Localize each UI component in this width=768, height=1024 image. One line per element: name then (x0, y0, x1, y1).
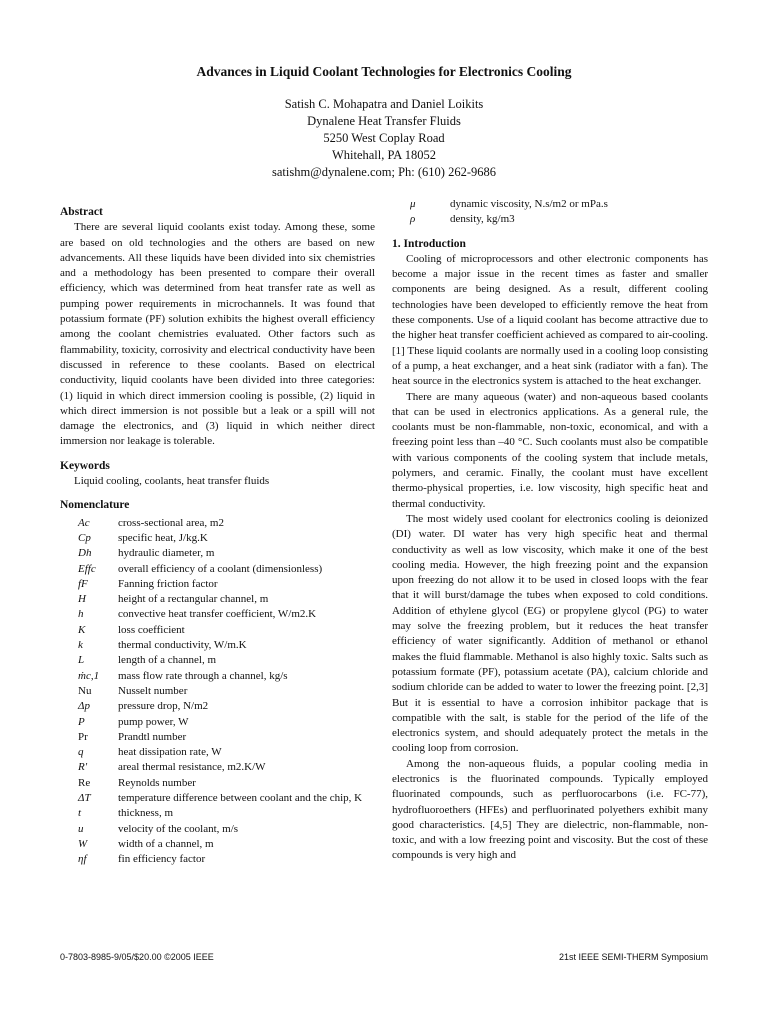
introduction-body (392, 252, 708, 864)
nomenclature-definition: Nusselt number (118, 684, 188, 697)
nomenclature-row (60, 806, 375, 821)
nomenclature-definition: Prandtl number (118, 730, 187, 743)
nomenclature-symbol: K (78, 623, 86, 636)
nomenclature-row (60, 760, 375, 775)
nomenclature-row (60, 516, 375, 531)
nomenclature-symbol: Nu (78, 684, 92, 697)
address-line-2: Whitehall, PA 18052 (331, 148, 437, 162)
nomenclature-definition: Fanning friction factor (118, 577, 218, 590)
nomenclature-symbol: ΔT (78, 791, 91, 804)
nomenclature-symbol: Pr (78, 730, 88, 743)
nomenclature-definition: length of a channel, m (118, 654, 217, 667)
nomenclature-row (60, 638, 375, 653)
right-column (392, 197, 708, 864)
nomenclature-symbol: q (78, 746, 84, 759)
nomenclature-row (60, 699, 375, 714)
nomenclature-symbol: Ac (78, 516, 90, 529)
introduction-paragraph: Among the non-aqueous fluids, a popular cooling media in electronics is the fluorinated compounds. Typically employed fluorinated compounds, such as perfluorocarbons (i.e. FC-77), hydrofluoroethers (HFEs) and perfluorinated polyethers exhibit many good characteristics. [4,5] They are dielectric, non-flammable, non-toxic, and with a low freezing point and viscosity. But the cost of these compounds is very high and (392, 757, 708, 862)
nomenclature-symbol: R' (78, 761, 88, 774)
abstract-text: There are several liquid coolants exist today. Among these, some are based on old technologies and the others are based on new advancements. All these liquids have been divided into six chemistries and a methodology has been presented to compare their overall efficiency, which was determined from heat transfer rate as well as pumping power requirements in microchannels. It was found that potassium formate (PF) solution exhibits the highest overall efficiency among the coolant chemistries evaluated. Other factors such as flammability, toxicity, corrosivity and electrical conductivity have been discussed in reference to these coolants. Based on electrical conductivity, liquid coolants have been divided into three categories: (1) liquid in which direct immersion cooling is possible, (2) liquid in which direct immersion is not possible but a leak or a spill will not damage the electronics, and (3) liquid in which neither direct immersion nor leakage is tolerable. (60, 221, 375, 448)
nomenclature-definition: convective heat transfer coefficient, W/m2.K (118, 608, 317, 621)
nomenclature-row (60, 531, 375, 546)
nomenclature-definition: specific heat, J/kg.K (118, 531, 208, 544)
nomenclature-row (60, 577, 375, 592)
nomenclature-symbol: H (78, 593, 86, 606)
nomenclature-symbol: fF (78, 577, 88, 590)
nomenclature-symbol: ηf (78, 853, 87, 866)
nomenclature-row (60, 653, 375, 668)
nomenclature-definition: fin efficiency factor (118, 853, 206, 866)
nomenclature-definition: areal thermal resistance, m2.K/W (118, 761, 266, 774)
nomenclature-row (60, 730, 375, 745)
nomenclature-definition: Reynolds number (118, 776, 196, 789)
nomenclature-definition: overall efficiency of a coolant (dimensionless) (118, 562, 323, 575)
nomenclature-definition: loss coefficient (118, 623, 185, 636)
affiliation: Dynalene Heat Transfer Fluids (307, 114, 461, 128)
nomenclature-symbol: Δp (78, 700, 90, 713)
greek-symbol-definition: dynamic viscosity, N.s/m2 or mPa.s (450, 198, 608, 210)
nomenclature-row (60, 607, 375, 622)
nomenclature-row (60, 684, 375, 699)
nomenclature-row (60, 715, 375, 730)
authors: Satish C. Mohapatra and Daniel Loikits (284, 97, 484, 111)
nomenclature-row (60, 776, 375, 791)
nomenclature-definition: cross-sectional area, m2 (118, 516, 224, 529)
abstract-heading: Abstract (60, 206, 103, 218)
left-column (60, 205, 375, 867)
introduction-heading: 1. Introduction (392, 237, 466, 250)
keywords-text: Liquid cooling, coolants, heat transfer fluids (74, 475, 270, 488)
greek-symbol-definition: density, kg/m3 (450, 213, 515, 226)
greek-symbol-list (392, 197, 708, 228)
nomenclature-row (60, 623, 375, 638)
nomenclature-heading: Nomenclature (60, 499, 130, 512)
footer-copyright: 0-7803-8985-9/05/$20.00 ©2005 IEEE (60, 952, 214, 962)
greek-symbol: ρ (410, 213, 416, 226)
nomenclature-symbol: Cp (78, 531, 91, 544)
nomenclature-definition: hydraulic diameter, m (118, 547, 215, 560)
nomenclature-symbol: k (78, 639, 83, 652)
nomenclature-row (60, 669, 375, 684)
nomenclature-definition: thickness, m (118, 807, 173, 820)
nomenclature-row (60, 562, 375, 577)
greek-symbol-row (392, 197, 708, 212)
introduction-paragraph: The most widely used coolant for electronics cooling is deionized (DI) water. DI water has very high specific heat and thermal conductivity as well as low viscosity, which make it one of the best cooling media. However, the high freezing point and the expansion upon freezing do not allow it to be used in closed loops with the fear that it will burst/damage the tubes when exposed to cold conditions. Addition of ethylene glycol (EG) or propylene glycol (PG) to water may solve the freezing problem, but it reduces the heat transfer efficiency of water significantly. Addition of methanol or ethanol makes the fluid flammable. Methanol is also highly toxic. Salts such as potassium formate (PF), potassium acetate (PA), calcium chloride and sodium chloride can be added to water to lower the freezing point. [2,3] But it is essential to have a corrosion inhibitor package that is compatible with the salt, is stable for the period of the life of the electronics system, and should adequately protect the metals in the cooling loop from corrosion. (392, 512, 708, 755)
nomenclature-definition: width of a channel, m (118, 837, 214, 850)
nomenclature-definition: velocity of the coolant, m/s (118, 822, 239, 835)
nomenclature-symbol: u (78, 822, 84, 835)
greek-symbol-row (392, 212, 708, 227)
nomenclature-symbol: L (78, 654, 85, 667)
nomenclature-symbol: t (78, 807, 82, 820)
nomenclature-list (60, 516, 375, 868)
nomenclature-definition: pressure drop, N/m2 (118, 700, 209, 713)
nomenclature-definition: mass flow rate through a channel, kg/s (118, 669, 288, 682)
author-block (0, 96, 768, 181)
nomenclature-symbol: P (78, 715, 85, 728)
greek-symbol: μ (410, 198, 416, 210)
nomenclature-row (60, 791, 375, 806)
address-line-1: 5250 West Coplay Road (323, 131, 445, 145)
introduction-paragraph: Cooling of microprocessors and other electronic components has become a major issue in the recent times as faster and smaller components are being designed. As a result, different cooling technologies have been developed to efficiently remove the heat from these components. Use of a liquid coolant has become attractive due to the higher heat transfer coefficient achieved as compared to air-cooling. [1] These liquid coolants are normally used in a cooling loop consisting of a pump, a heat exchanger, and a heat sink (radiator with a fan). The heat source in the electronics system is attached to the heat exchanger. (392, 252, 708, 388)
nomenclature-symbol: W (78, 837, 88, 850)
nomenclature-definition: height of a rectangular channel, m (118, 593, 269, 606)
nomenclature-row (60, 852, 375, 867)
nomenclature-symbol: Re (78, 776, 91, 789)
nomenclature-row (60, 592, 375, 607)
nomenclature-row (60, 546, 375, 561)
nomenclature-symbol: ṁc,1 (78, 669, 100, 682)
nomenclature-symbol: Dh (78, 547, 92, 560)
nomenclature-definition: thermal conductivity, W/m.K (118, 639, 247, 652)
nomenclature-row (60, 822, 375, 837)
nomenclature-definition: temperature difference between coolant and the chip, K (118, 791, 363, 804)
paper-title: Advances in Liquid Coolant Technologies for Electronics Cooling (196, 64, 572, 79)
nomenclature-symbol: h (78, 608, 84, 621)
footer-conference: 21st IEEE SEMI-THERM Symposium (558, 952, 708, 962)
nomenclature-definition: heat dissipation rate, W (118, 746, 222, 759)
nomenclature-row (60, 837, 375, 852)
contact-info: satishm@dynalene.com; Ph: (610) 262-9686 (272, 165, 496, 179)
keywords-heading: Keywords (60, 459, 110, 472)
nomenclature-row (60, 745, 375, 760)
nomenclature-definition: pump power, W (118, 715, 189, 728)
nomenclature-symbol: Effc (78, 562, 96, 575)
introduction-paragraph: There are many aqueous (water) and non-aqueous based coolants that can be used in electronics applications. As a general rule, the coolants must be non-flammable, non-toxic, economical, and with a freezing point less than –40 °C. Such coolants must also be compatible with various components of the cooling system that include metals, polymers, and ceramic. Finally, the coolant must have excellent thermo-physical properties, i.e. low viscosity, high specific heat and thermal conductivity. (392, 390, 708, 510)
